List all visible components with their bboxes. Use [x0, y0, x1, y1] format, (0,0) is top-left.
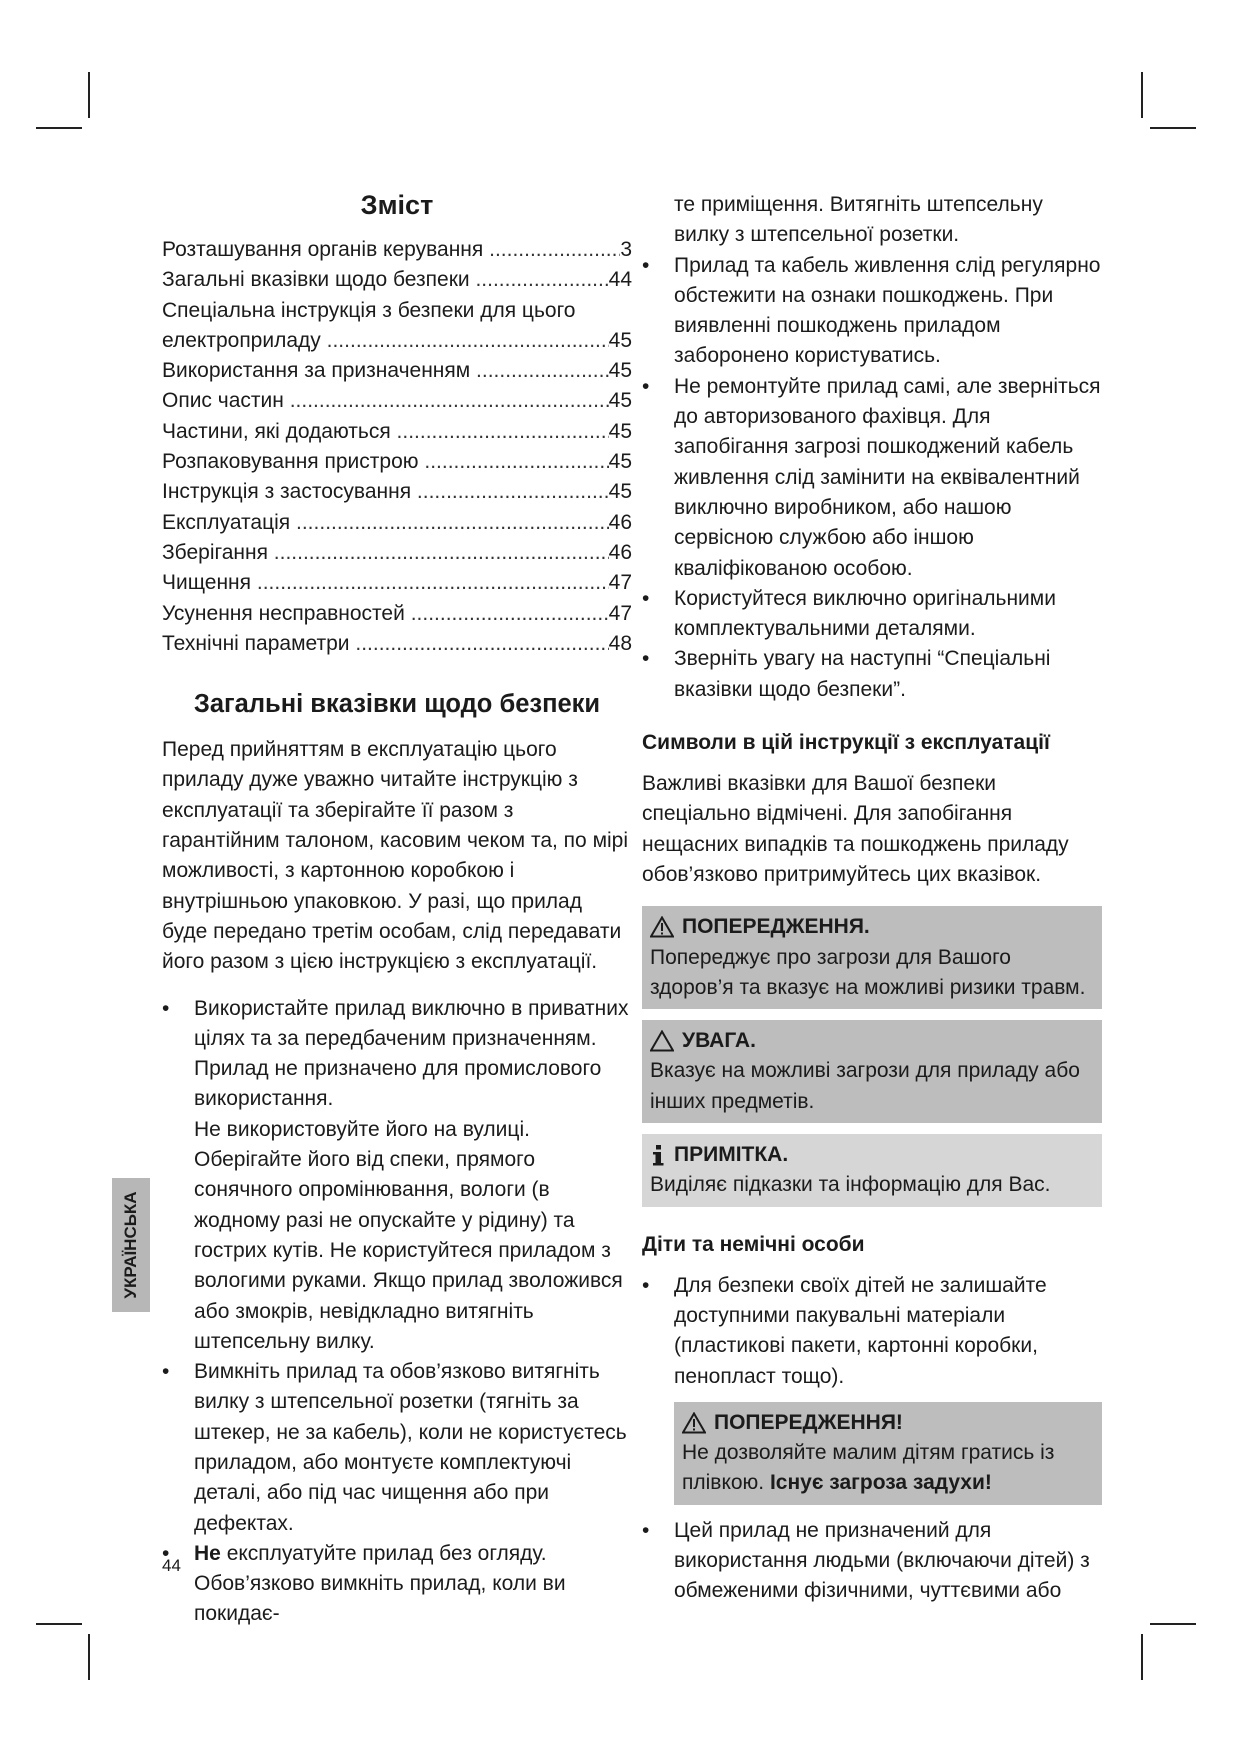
language-tab-label: УКРАЇНСЬКА [121, 1191, 140, 1299]
crop-mark [1141, 1634, 1143, 1680]
safety-continued: те приміщення. Витягніть штепсельну вилку з штепсельної розетки. [674, 193, 1043, 247]
toc-item[interactable]: Усунення несправностей ..... 47 [162, 599, 632, 629]
note-title: ПРИМІТКА. [674, 1143, 789, 1167]
safety-list [162, 994, 632, 1630]
toc-item[interactable]: Розпаковування пристрою ..... 45 [162, 447, 632, 477]
symbols-heading: Символи в цій інструкції з експлуатації [642, 731, 1050, 755]
warning-box [642, 906, 1102, 1009]
symbols-intro: Важливі вказівки для Вашої безпеки спеціально відмічені. Для запобігання нещасних випадків та пошкоджень приладу обов’язково притримуйтесь цих вказівок. [642, 772, 1069, 886]
crop-mark [88, 72, 90, 118]
note-box [642, 1134, 1102, 1207]
list-item: • Для безпеки своїх дітей не залишайте доступними пакувальні матеріали (пластикові пакети, картонні коробки, пенопласт тощо). [642, 1271, 1102, 1392]
toc-item[interactable]: Опис частин ..... 45 [162, 386, 632, 416]
toc-item[interactable]: Використання за призначенням ..... 45 [162, 356, 632, 386]
crop-mark [36, 1623, 82, 1625]
warning-text: Попереджує про загрози для Вашого здоров’я та вказує на можливі ризики травм. [650, 945, 1086, 999]
safety-list-continued [642, 251, 1102, 705]
list-item: • Користуйтеся виключно оригінальними комплектувальними деталями. [642, 584, 1102, 645]
crop-mark [1150, 1623, 1196, 1625]
caution-box [642, 1020, 1102, 1123]
toc-item[interactable]: Розташування органів керування ..... 3 [162, 235, 632, 265]
info-icon [650, 1144, 666, 1166]
caution-title: УВАГА. [682, 1029, 756, 1053]
children-list [642, 1271, 1102, 1392]
toc-item[interactable]: Спеціальна інструкція з безпеки для цього [162, 298, 576, 322]
children-warning-text: Не дозволяйте малим дітям гратись із плівкою. Існує загроза задухи! [682, 1441, 1055, 1495]
warning-triangle-icon [682, 1412, 706, 1434]
toc-item[interactable]: Технічні параметри ..... 48 [162, 629, 632, 659]
crop-mark [36, 127, 82, 129]
table-of-contents [162, 235, 632, 659]
crop-mark [1141, 72, 1143, 118]
children-list-2 [642, 1516, 1102, 1607]
crop-mark [1150, 127, 1196, 129]
toc-title: Зміст [360, 190, 434, 220]
toc-item[interactable]: Інструкція з застосування ..... 45 [162, 477, 632, 507]
caution-text: Вказує на можливі загрози для приладу або інших предметів. [650, 1059, 1080, 1113]
children-warning-box [674, 1402, 1102, 1505]
toc-item[interactable]: Загальні вказівки щодо безпеки ..... 44 [162, 265, 632, 295]
left-column [162, 190, 632, 1630]
list-item: • Використайте прилад виключно в приватних цілях та за передбаченим призначенням. Прилад не призначено для промислового використання. [162, 994, 632, 1115]
language-tab [112, 1178, 150, 1312]
crop-mark [88, 1634, 90, 1680]
caution-triangle-icon [650, 1030, 674, 1052]
page-number: 44 [162, 1556, 181, 1575]
warning-triangle-icon [650, 916, 674, 938]
list-item: • Прилад та кабель живлення слід регулярно обстежити на ознаки пошкоджень. При виявленні пошкоджень приладом заборонено користуватись. [642, 251, 1102, 372]
children-warning-title: ПОПЕРЕДЖЕННЯ! [714, 1410, 903, 1434]
toc-item[interactable]: електроприладу ..... 45 [162, 326, 632, 356]
warning-title: ПОПЕРЕДЖЕННЯ. [682, 915, 870, 939]
list-item: • Вимкніть прилад та обов’язково витягніть вилку з штепсельної розетки (тягніть за штекер, не за кабель), коли не користуєтесь приладом, або монтуєте комплектуючі деталі, або під час чищення або при дефектах. [162, 1357, 632, 1539]
list-item: • Не експлуатуйте прилад без огляду. Обов’язково вимкніть прилад, коли ви покидає- [162, 1539, 632, 1630]
toc-item[interactable]: Частини, які додаються ..... 45 [162, 417, 632, 447]
list-item: Не використовуйте його на вулиці. Оберігайте його від спеки, прямого сонячного опромінювання, вологи (в жодному разі не опускайте у рідину) та гострих кутів. Не користуйтеся приладом з вологими руками. Якщо прилад зволожився або змокрів, невідкладно витягніть штепсельну вилку. [194, 1117, 623, 1353]
toc-item[interactable]: Експлуатація ..... 46 [162, 508, 632, 538]
note-text: Виділяє підказки та інформацію для Вас. [650, 1173, 1051, 1197]
children-heading: Діти та немічні особи [642, 1232, 865, 1256]
list-item: • Зверніть увагу на наступні “Спеціальні вказівки щодо безпеки”. [642, 644, 1102, 705]
right-column [642, 190, 1102, 1607]
safety-intro: Перед прийняттям в експлуатацію цього приладу дуже уважно читайте інструкцію з експлуатації та зберігайте її разом з гарантійним талоном, касовим чеком та, по мірі можливості, з картонною коробкою і внутрішньою упаковкою. У разі, що прилад буде передано третім особам, слід передавати його разом з цією інструкцією з експлуатації. [162, 738, 629, 974]
list-item: • Не ремонтуйте прилад самі, але зверніться до авторизованого фахівця. Для запобігання загрозі пошкоджений кабель живлення слід замінити на еквівалентний виключно виробником, або нашою сервісною службою або іншою кваліфікованою особою. [642, 372, 1102, 584]
safety-heading: Загальні вказівки щодо безпеки [193, 690, 601, 719]
list-item: • Цей прилад не призначений для використання людьми (включаючи дітей) з обмеженими фізичними, чуттєвими або [642, 1516, 1102, 1607]
toc-item[interactable]: Зберігання ..... 46 [162, 538, 632, 568]
toc-item[interactable]: Чищення ..... 47 [162, 568, 632, 598]
